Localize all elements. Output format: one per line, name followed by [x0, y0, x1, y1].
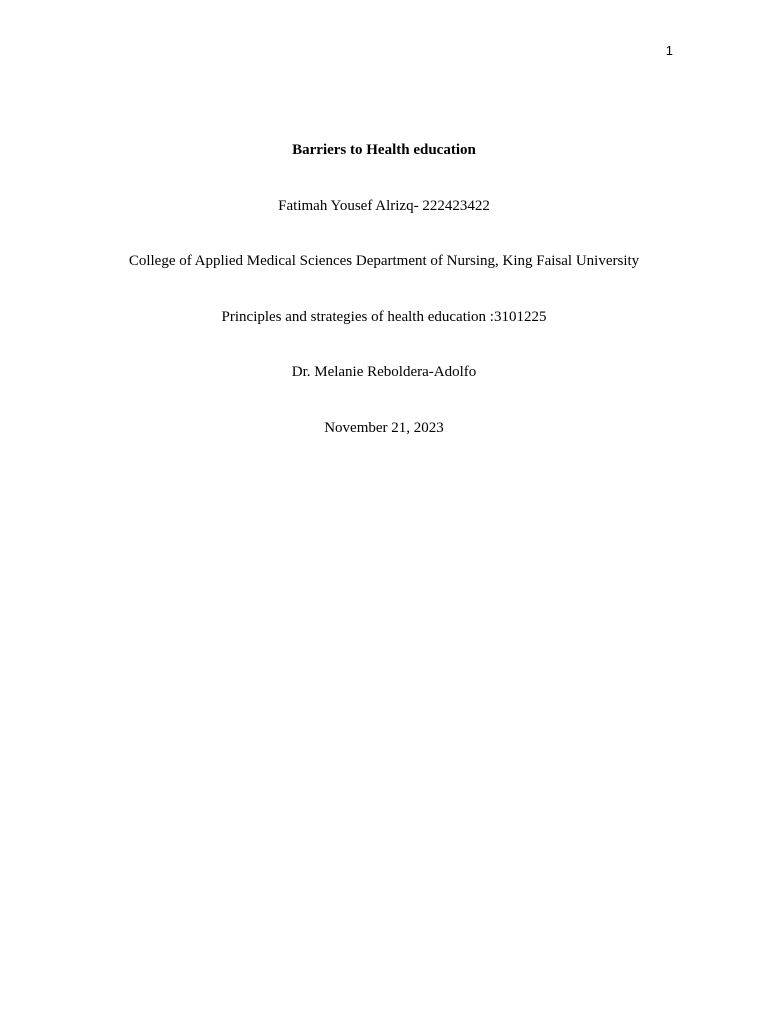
course-line: Principles and strategies of health education :3101225 [221, 308, 547, 325]
author-line: Fatimah Yousef Alrizq- 222423422 [278, 197, 490, 214]
title-page-block [0, 140, 768, 473]
date-line: November 21, 2023 [324, 419, 444, 436]
affiliation-line: College of Applied Medical Sciences Department of Nursing, King Faisal University [128, 253, 640, 269]
instructor-line: Dr. Melanie Reboldera-Adolfo [291, 364, 477, 380]
page-number: 1 [665, 43, 673, 58]
paper-title: Barriers to Health education [292, 142, 476, 158]
